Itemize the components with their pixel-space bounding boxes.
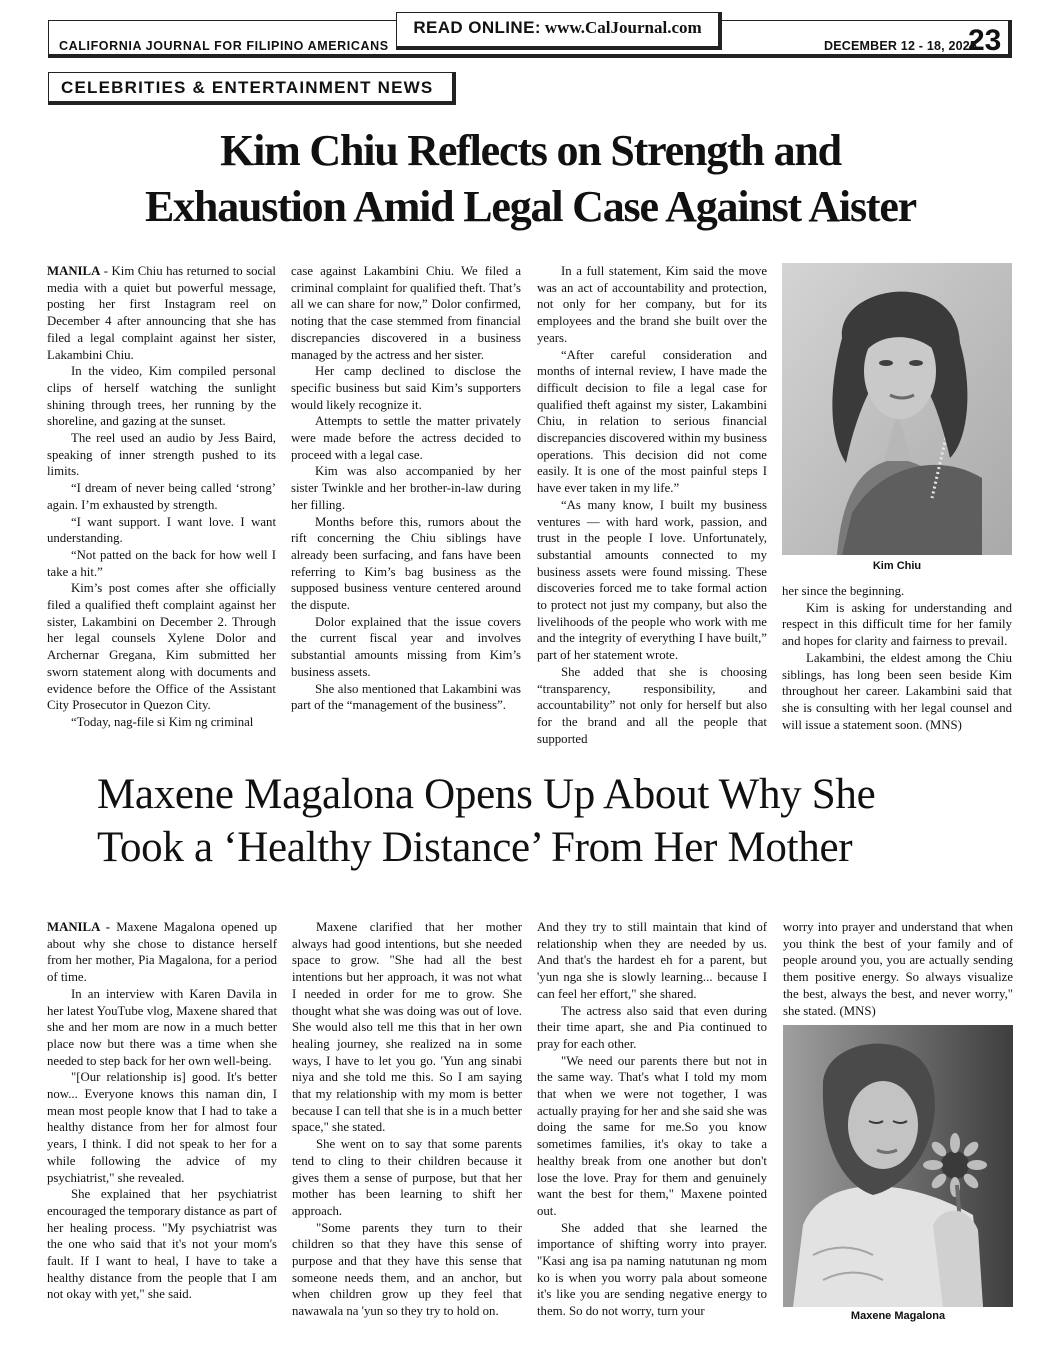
article2-dateline: MANILA - — [47, 920, 111, 934]
page-header — [48, 20, 1012, 58]
paragraph: “Today, nag-file si Kim ng criminal — [71, 714, 254, 729]
paragraph: Kim was also accompanied by her sister Twinkle and her brother-in-law during her filling. — [291, 464, 521, 512]
article2-column-4 — [783, 919, 1013, 1019]
website-link[interactable]: www.CalJournal.com — [544, 18, 702, 37]
portrait-illustration — [783, 1025, 1013, 1307]
kim-chiu-caption: Kim Chiu — [872, 560, 922, 572]
paragraph: worry into prayer and understand that when you think the best of your family and of people around you, you are actually sending them positive energy. So always visualize the best, always the best, and never worry," she stated. (MNS) — [783, 920, 1013, 1018]
maxene-magalona-photo — [783, 1025, 1013, 1307]
section-label: CELEBRITIES & ENTERTAINMENT NEWS — [48, 72, 456, 105]
paragraph: Maxene clarified that her mother always had good intentions, but she needed space to grow. "She had all the best intentions but her approach, it was not what I needed in order for me to grow. She thought what she was doing was out of love. She would also tell me this that in her own healing journey, she realized na in some ways, I have to let you go. 'Yun ang sinabi niya and she told me this. So I am saying that my relationship with my mom is better because I can tell that she is in a much better space," she stated. — [292, 920, 522, 1135]
kim-chiu-photo — [782, 263, 1012, 555]
paragraph: “As many know, I built my business ventures — with hard work, passion, and trust in the people I love. Unfortunately, substantial amounts connected to my business assets were found missing. These discoveries forced me to take formal action to protect not just my company, but also the livelihoods of the people who work with me and the integrity of everything I have built,” part of her statement wrote. — [537, 497, 767, 663]
article1-column-2 — [291, 263, 521, 714]
maxene-magalona-caption: Maxene Magalona — [850, 1310, 946, 1322]
article1-headline-line2: Exhaustion Amid Legal Case Against Aister — [144, 182, 916, 231]
article1-column-4 — [782, 583, 1012, 733]
paragraph: She also mentioned that Lakambini was part of the “management of the business”. — [291, 681, 521, 713]
article2-headline-line2: Took a ‘Healthy Distance’ From Her Mother — [97, 824, 853, 871]
read-online-label: READ ONLINE: — [413, 18, 541, 37]
paragraph: Attempts to settle the matter privately were made before the actress decided to proceed with a legal case. — [291, 414, 521, 462]
issue-date: DECEMBER 12 - 18, 2025 — [824, 39, 978, 53]
paragraph: case against Lakambini Chiu. We filed a criminal complaint for qualified theft. That’s all we can share for now,” Dolor confirmed, noting that the case stemmed from financial discrepancies discovered in a business managed by the actress and her sister. — [291, 264, 521, 362]
article2-headline — [97, 768, 997, 874]
article2-lead: MANILA - Maxene Magalona opened up about why she chose to distance herself from her mother, Pia Magalona, for a period of time. — [47, 920, 277, 985]
paragraph: "We need our parents there but not in the same way. That's what I told my mom that when we were not together, I was actually praying for her and she said she was doing the same for me.So you know sometimes families, it's okay to take a healthy break from one another but don't lose the love. Pray for them and genuinely want the best for them," Maxene pointed out. — [537, 1053, 767, 1218]
paragraph: She added that she is choosing “transparency, responsibility, and accountability” not only for herself but also for the brand and all the people that supported — [537, 664, 767, 746]
paragraph: In a full statement, Kim said the move was an act of accountability and protection, not only for her company, but for its employees and the brand she built over the years. — [537, 264, 767, 345]
publication-name: CALIFORNIA JOURNAL FOR FILIPINO AMERICANS — [59, 39, 389, 53]
page-number: 23 — [968, 24, 1002, 57]
paragraph: In the video, Kim compiled personal clips of herself watching the sunlight shining through trees, her running by the shoreline, and gazing at the sunset. — [47, 364, 276, 429]
paragraph: “After careful consideration and months of internal review, I have made the difficult decision to file a legal case for qualified theft against my sister, Lakambini Chiu, in relation to serious financial discrepancies discovered within my business operations. This decision did not come easily. It is one of the most painful steps I have ever taken in my life.” — [537, 347, 767, 496]
paragraph: The actress also said that even during their time apart, she and Pia continued to pray for each other. — [537, 1003, 767, 1051]
article1-lead: MANILA - Kim Chiu has returned to social media with a quiet but powerful message, posting her first Instagram reel on December 4 after announcing that she has filed a legal complaint against her sister, Lakambini Chiu. — [47, 264, 276, 362]
article1-headline-line1: Kim Chiu Reflects on Strength and — [220, 126, 841, 175]
paragraph: “I want support. I want love. I want understanding. — [47, 514, 276, 546]
paragraph: “Not patted on the back for how well I take a hit.” — [47, 547, 276, 579]
paragraph: Kim is asking for understanding and respect in this difficult time for her family and hopes for clarity and fairness to prevail. — [782, 600, 1012, 649]
paragraph: And they try to still maintain that kind of relationship when they are needed by us. And that's the hardest eh for a parent, but 'yun nga she is slowly learning... because I can feel her effort," she shared. — [537, 920, 767, 1001]
paragraph: She explained that her psychiatrist encouraged the temporary distance as part of her healing process. "My psychiatrist was the one who said that it's not your mom's fault. If I want to heal, I have to take a healthy distance from the people that I am not okay with yet," she said. — [47, 1187, 277, 1302]
paragraph: Months before this, rumors about the rift concerning the Chiu siblings have already been surfacing, and fans have been referring to Kim’s bag business as the supposed business venture centered around the dispute. — [291, 514, 521, 613]
portrait-illustration — [782, 263, 1012, 555]
paragraph: In an interview with Karen Davila in her latest YouTube vlog, Maxene shared that she and her mom are now in a much better place now but there was a time when she needed to step back for her own well-being. — [47, 986, 277, 1068]
article1-dateline: MANILA — [47, 264, 101, 278]
article1-column-1 — [47, 263, 276, 731]
paragraph: The reel used an audio by Jess Baird, speaking of inner strength pushed to its limits. — [47, 431, 276, 479]
article2-column-3 — [537, 919, 767, 1320]
article2-headline-line1: Maxene Magalona Opens Up About Why She — [97, 771, 876, 818]
paragraph: Her camp declined to disclose the specific business but said Kim’s supporters would likely recognize it. — [291, 364, 521, 412]
paragraph: Lakambini, the eldest among the Chiu siblings, has long been seen beside Kim throughout her career. Lakambini said that she is consulting with her legal counsel and will issue a statement soon. (MNS) — [782, 650, 1012, 732]
paragraph: She went on to say that some parents tend to cling to their children because it gives them a sense of purpose, but that her mother has been learning to shift her approach. — [292, 1137, 522, 1218]
article2-column-2 — [292, 919, 522, 1320]
paragraph: "[Our relationship is] good. It's better now... Everyone knows this naman din, I mean most people know that I had to take a healthy distance from her for almost four years, I think. I did not speak to her for a while following the advice of my psychiatrist," she revealed. — [47, 1070, 277, 1185]
article1-headline — [40, 123, 1021, 235]
paragraph: her since the beginning. — [782, 584, 905, 598]
paragraph: Dolor explained that the issue covers the current fiscal year and involves substantial amounts missing from Kim’s business assets. — [291, 614, 521, 679]
paragraph: “I dream of never being called ‘strong’ again. I’m exhausted by strength. — [47, 481, 276, 512]
paragraph: Kim’s post comes after she officially filed a qualified theft complaint against her sister, Lakambini on December 2. Through her legal counsels Xylene Dolor and Archernar Gregana, Kim submitted her sworn statement along with documents and evidence before the Office of the Assistant City Prosecutor in Quezon City. — [47, 581, 276, 713]
paragraph: "Some parents they turn to their children so that they have this sense of purpose and that they have this sense that someone needs them, and an anchor, but when children grow up they feel that nawawala na 'yun so they try to hold on. — [292, 1220, 522, 1319]
paragraph: She added that she learned the importance of shifting worry into prayer. "Kasi ang isa pa naming natutunan ng mom ko is when you worry pala about someone it's like you are sending negative energy to them. So do not worry, turn your — [537, 1220, 767, 1319]
read-online-box — [396, 12, 722, 50]
article2-column-1 — [47, 919, 277, 1303]
article1-column-3 — [537, 263, 767, 747]
